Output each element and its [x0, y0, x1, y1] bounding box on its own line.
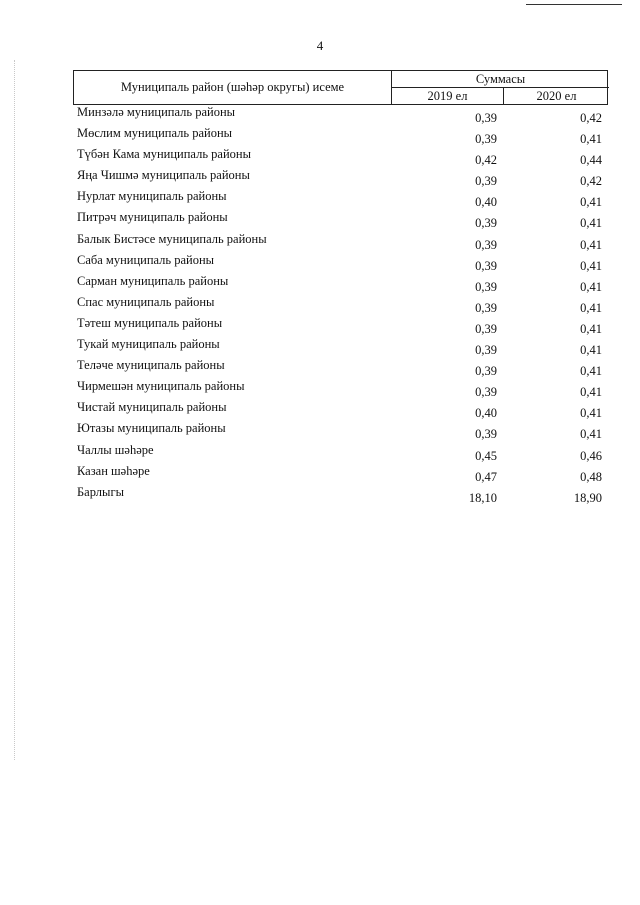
district-name: Тукай муниципаль районы [77, 337, 220, 352]
value-2020: 18,90 [573, 490, 602, 505]
district-name: Саба муниципаль районы [77, 252, 215, 267]
value-2019: 0,45 [475, 448, 497, 463]
value-2020: 0,41 [580, 279, 602, 294]
district-name: Яңа Чишмә муниципаль районы [77, 168, 250, 183]
allocation-table [73, 70, 608, 506]
value-2019: 0,39 [475, 237, 497, 252]
table-row [73, 253, 608, 274]
table-row [73, 337, 608, 358]
top-rule [526, 4, 622, 5]
table-row [73, 105, 608, 126]
district-name: Чирмешән муниципаль районы [77, 379, 245, 394]
value-2020: 0,41 [580, 195, 602, 210]
table-row [73, 464, 608, 485]
table-row [73, 274, 608, 295]
district-name: Чаллы шәһәре [77, 442, 154, 457]
district-name: Питрәч муниципаль районы [77, 210, 228, 225]
value-2019: 0,39 [475, 216, 497, 231]
value-2019: 0,39 [475, 258, 497, 273]
value-2019: 0,39 [475, 343, 497, 358]
district-name: Барлыгы [77, 484, 124, 499]
value-2019: 0,47 [475, 469, 497, 484]
table-row [73, 485, 608, 506]
district-name: Сарман муниципаль районы [77, 273, 229, 288]
value-2019: 0,39 [475, 300, 497, 315]
table-row [73, 400, 608, 421]
value-2020: 0,44 [580, 153, 602, 168]
value-2019: 0,42 [475, 153, 497, 168]
scan-margin-specks [14, 60, 17, 760]
header-year-2019: 2019 ел [392, 88, 504, 104]
value-2020: 0,41 [580, 385, 602, 400]
table-row [73, 358, 608, 379]
value-2019: 0,39 [475, 279, 497, 294]
table-row [73, 210, 608, 231]
value-2019: 0,39 [475, 385, 497, 400]
district-name: Тәтеш муниципаль районы [77, 315, 223, 330]
value-2019: 0,40 [475, 195, 497, 210]
value-2020: 0,41 [580, 321, 602, 336]
value-2020: 0,41 [580, 237, 602, 252]
value-2020: 0,41 [580, 427, 602, 442]
value-2019: 0,39 [475, 111, 497, 125]
table-row [73, 316, 608, 337]
table-row [73, 189, 608, 210]
value-2020: 0,41 [580, 406, 602, 421]
value-2020: 0,41 [580, 300, 602, 315]
table-row [73, 126, 608, 147]
value-2019: 0,39 [475, 132, 497, 147]
value-2020: 0,41 [580, 258, 602, 273]
value-2020: 0,42 [580, 174, 602, 189]
district-name: Казан шәһәре [77, 463, 150, 478]
table-row [73, 147, 608, 168]
district-name: Спас муниципаль районы [77, 294, 215, 309]
value-2019: 18,10 [468, 490, 497, 505]
table-body [73, 105, 608, 506]
value-2020: 0,46 [580, 448, 602, 463]
value-2019: 0,39 [475, 364, 497, 379]
table-row [73, 443, 608, 464]
table-row [73, 232, 608, 253]
value-2020: 0,48 [580, 469, 602, 484]
table-row [73, 421, 608, 442]
district-name: Түбән Кама муниципаль районы [77, 147, 251, 162]
district-name: Нурлат муниципаль районы [77, 189, 227, 204]
header-year-2020: 2020 ел [536, 88, 577, 103]
table-row [73, 168, 608, 189]
district-name: Минзәлә муниципаль районы [77, 105, 236, 119]
value-2019: 0,39 [475, 427, 497, 442]
value-2019: 0,40 [475, 406, 497, 421]
value-2020: 0,42 [580, 111, 602, 125]
value-2020: 0,41 [580, 343, 602, 358]
district-name: Балык Бистәсе муниципаль районы [77, 231, 267, 246]
value-2019: 0,39 [475, 321, 497, 336]
value-2020: 0,41 [580, 216, 602, 231]
table-row [73, 379, 608, 400]
table-row [73, 295, 608, 316]
header-name-column: Муниципаль район (шәһәр округы) исеме [74, 71, 392, 104]
value-2020: 0,41 [580, 364, 602, 379]
table-header [73, 70, 608, 105]
district-name: Мөслим муниципаль районы [77, 126, 233, 141]
header-sum-column: Суммасы [392, 71, 609, 88]
value-2019: 0,39 [475, 174, 497, 189]
district-name: Ютазы муниципаль районы [77, 421, 226, 436]
district-name: Чистай муниципаль районы [77, 400, 227, 415]
district-name: Теләче муниципаль районы [77, 358, 225, 373]
value-2020: 0,41 [580, 132, 602, 147]
page-number: 4 [316, 38, 324, 53]
